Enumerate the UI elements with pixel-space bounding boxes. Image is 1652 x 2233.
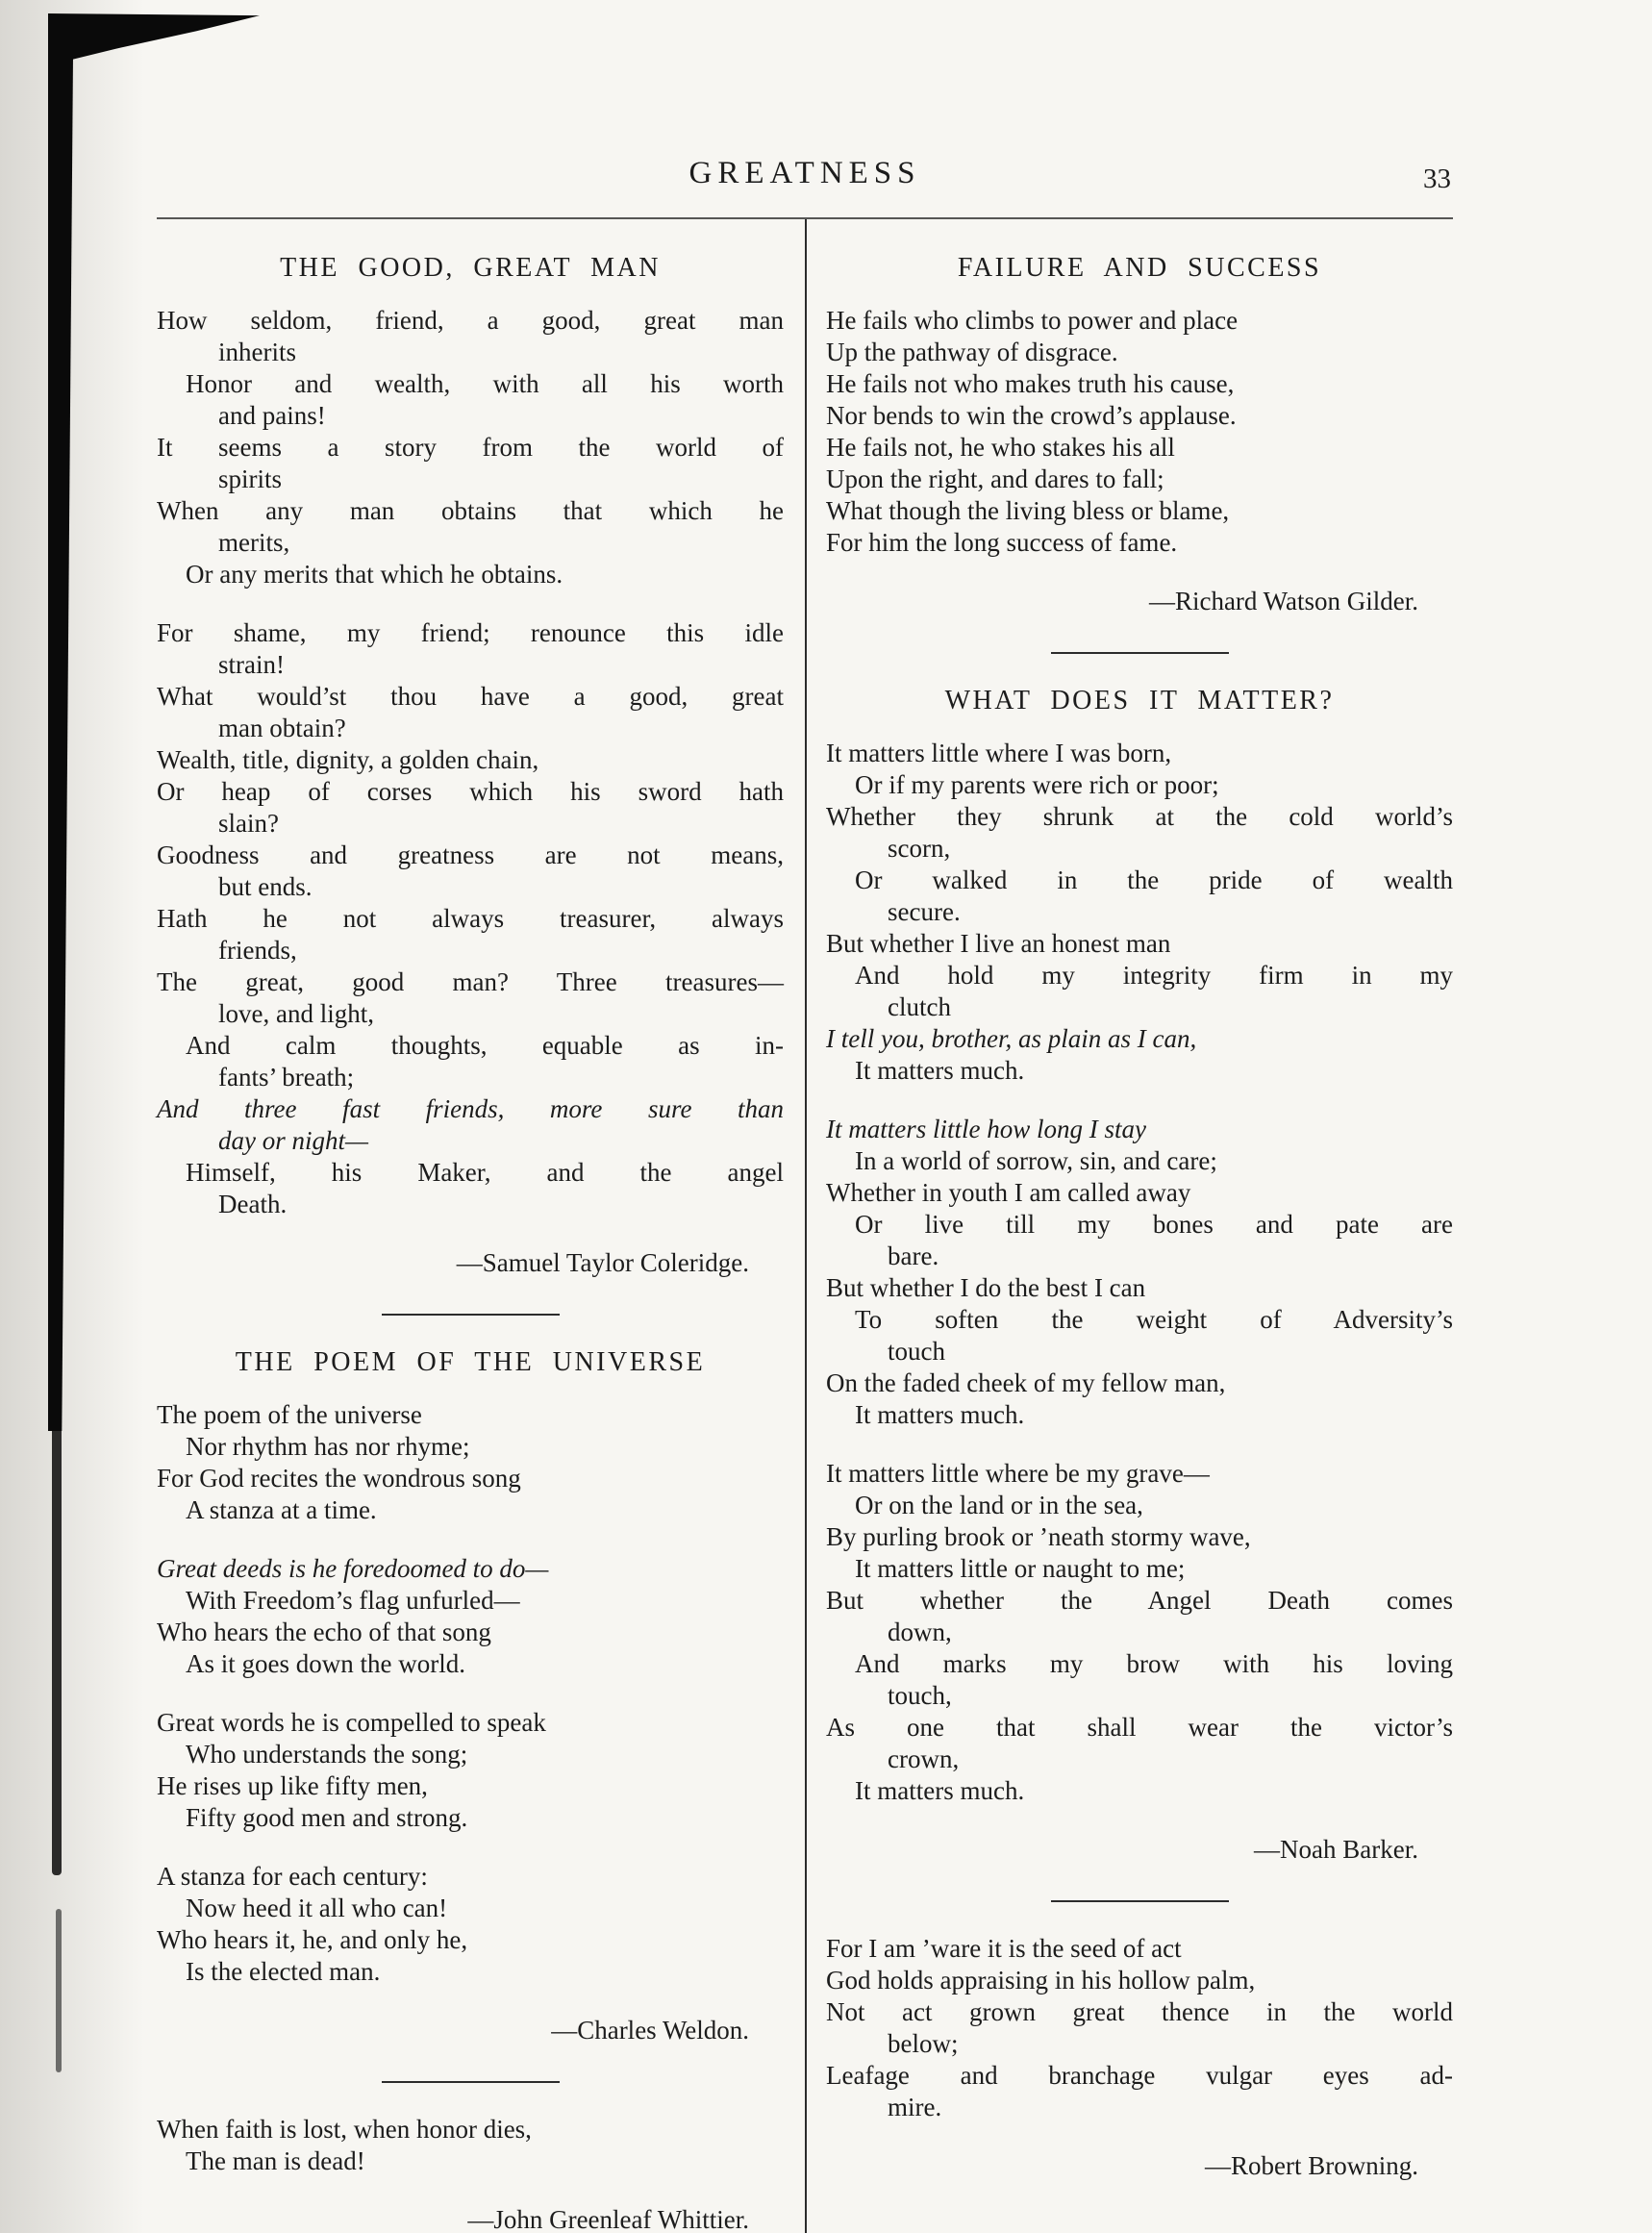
- stanza: [157, 1861, 784, 1988]
- poem-line: love, and light,: [218, 999, 374, 1028]
- poem-line: mire.: [888, 2093, 942, 2121]
- poem-line: It matters little how long I stay: [826, 1115, 1146, 1143]
- poem-line: Is the elected man.: [186, 1957, 381, 1986]
- poem-line: Now heed it all who can!: [186, 1894, 448, 1922]
- stanza: [157, 1399, 784, 1526]
- section-divider: [382, 2081, 560, 2083]
- right-column: [826, 219, 1453, 2233]
- poem-attribution: —Samuel Taylor Coleridge.: [456, 1248, 749, 1277]
- poem-line: To soften the weight of Adversity’s: [855, 1305, 1453, 1334]
- poem-line: The man is dead!: [186, 2146, 365, 2175]
- poem-attribution: —John Greenleaf Whittier.: [467, 2205, 749, 2233]
- poem-line: Who understands the song;: [186, 1740, 468, 1769]
- poem-line: Great deeds is he foredoomed to do—: [157, 1554, 549, 1583]
- poem-line: below;: [888, 2029, 959, 2058]
- binding-mark-artifact: [48, 13, 260, 65]
- poem-line: Honor and wealth, with all his worth: [186, 369, 784, 398]
- poem-line: secure.: [888, 897, 961, 926]
- poem-line: Whether in youth I am called away: [826, 1178, 1191, 1207]
- poem-line: Or if my parents were rich or poor;: [855, 770, 1219, 799]
- poem-line: merits,: [218, 528, 290, 557]
- poem-line: It seems a story from the world of: [157, 433, 784, 462]
- stanza: [826, 738, 1453, 1087]
- poem-title: THE POEM OF THE UNIVERSE: [235, 1347, 706, 1377]
- poem-line: He rises up like fifty men,: [157, 1771, 428, 1800]
- poem-line: and pains!: [218, 401, 326, 430]
- binding-shadow-artifact: [52, 1423, 62, 1875]
- poem-line: Goodness and greatness are not means,: [157, 841, 784, 869]
- poem-attribution: —Richard Watson Gilder.: [1148, 587, 1418, 615]
- poem-line: Whether they shrunk at the cold world’s: [826, 802, 1453, 831]
- poem-attribution: —Charles Weldon.: [551, 2016, 749, 2045]
- poem-line: bare.: [888, 1242, 939, 1270]
- poem-line: It matters much.: [855, 1776, 1025, 1805]
- poem-line: but ends.: [218, 872, 313, 901]
- poem-line: Nor bends to win the crowd’s applause.: [826, 401, 1237, 430]
- stanza: [157, 305, 784, 590]
- poem-line: Death.: [218, 1190, 288, 1218]
- poem-line: As one that shall wear the victor’s: [826, 1713, 1453, 1742]
- poem-line: He fails not who makes truth his cause,: [826, 369, 1235, 398]
- poem-line: He fails not, he who stakes his all: [826, 433, 1175, 462]
- poem-line: What though the living bless or blame,: [826, 496, 1230, 525]
- poem-line: Or live till my bones and pate are: [855, 1210, 1453, 1239]
- poem-line: And hold my integrity firm in my: [855, 961, 1453, 990]
- poem-line: Not act grown great thence in the world: [826, 1997, 1453, 2026]
- poem-line: Who hears it, he, and only he,: [157, 1925, 468, 1954]
- poem-line: Hath he not always treasurer, always: [157, 904, 784, 933]
- section-divider: [1051, 1900, 1229, 1902]
- poem-line: God holds appraising in his hollow palm,: [826, 1966, 1256, 1995]
- poem-line: Himself, his Maker, and the angel: [186, 1158, 784, 1187]
- binding-shadow-artifact: [48, 56, 73, 1431]
- poem-line: I tell you, brother, as plain as I can,: [826, 1024, 1197, 1053]
- poem-line: touch: [888, 1337, 945, 1366]
- columns: [157, 219, 1453, 2233]
- poem-line: Fifty good men and strong.: [186, 1803, 468, 1832]
- poem-line: What would’st thou have a good, great: [157, 682, 784, 711]
- stanza: [157, 1553, 784, 1680]
- poem-line: spirits: [218, 464, 283, 493]
- poem-line: And marks my brow with his loving: [855, 1649, 1453, 1678]
- poem-line: It matters little where be my grave—: [826, 1459, 1210, 1488]
- poem-line: For I am ’ware it is the seed of act: [826, 1934, 1182, 1963]
- poem-line: touch,: [888, 1681, 952, 1710]
- header-rule: [157, 217, 1453, 219]
- text-block: [157, 144, 1453, 2233]
- poem-line: Or any merits that which he obtains.: [186, 560, 563, 589]
- poem-line: day or night—: [218, 1126, 369, 1155]
- poem-line: It matters much.: [855, 1400, 1025, 1429]
- stanza: [157, 617, 784, 1220]
- poem-line: down,: [888, 1618, 952, 1646]
- section-divider: [382, 1314, 560, 1316]
- poem-title: FAILURE AND SUCCESS: [957, 253, 1322, 283]
- poem: [157, 2114, 784, 2233]
- poem-line: And three fast friends, more sure than: [157, 1094, 784, 1123]
- poem-line: A stanza at a time.: [186, 1495, 377, 1524]
- poem-line: For God recites the wondrous song: [157, 1464, 521, 1493]
- poem-line: crown,: [888, 1744, 960, 1773]
- poem-line: Leafage and branchage vulgar eyes ad-: [826, 2061, 1453, 2090]
- poem-line: Upon the right, and dares to fall;: [826, 464, 1164, 493]
- poem-line: How seldom, friend, a good, great man: [157, 306, 784, 335]
- poem-line: On the faded cheek of my fellow man,: [826, 1368, 1226, 1397]
- poem-line: And calm thoughts, equable as in-: [186, 1031, 784, 1060]
- stanza: [826, 305, 1453, 559]
- poem: [157, 1346, 784, 2046]
- poem-title: THE GOOD, GREAT MAN: [280, 253, 661, 283]
- page-header: [157, 144, 1453, 217]
- poem-title: WHAT DOES IT MATTER?: [944, 686, 1335, 715]
- poem-line: Or on the land or in the sea,: [855, 1491, 1143, 1519]
- poem-line: With Freedom’s flag unfurled—: [186, 1586, 520, 1615]
- poem-line: friends,: [218, 936, 297, 965]
- poem-line: Or walked in the pride of wealth: [855, 866, 1453, 894]
- poem-line: As it goes down the world.: [186, 1649, 465, 1678]
- poem-line: But whether I do the best I can: [826, 1273, 1146, 1302]
- poem-line: strain!: [218, 650, 285, 679]
- poem-line: The poem of the universe: [157, 1400, 422, 1429]
- poem-line: But whether the Angel Death comes: [826, 1586, 1453, 1615]
- poem-line: Or heap of corses which his sword hath: [157, 777, 784, 806]
- poem: [826, 685, 1453, 1866]
- poem-attribution: —Noah Barker.: [1254, 1835, 1418, 1864]
- page-number: 33: [1423, 163, 1451, 194]
- poem-line: When any man obtains that which he: [157, 496, 784, 525]
- poem-line: For shame, my friend; renounce this idle: [157, 618, 784, 647]
- stanza: [826, 1458, 1453, 1807]
- poem-line: In a world of sorrow, sin, and care;: [855, 1146, 1217, 1175]
- poem-line: For him the long success of fame.: [826, 528, 1178, 557]
- poem-line: But whether I live an honest man: [826, 929, 1171, 958]
- poem: [826, 1933, 1453, 2182]
- poem-line: clutch: [888, 992, 951, 1021]
- poem-line: It matters much.: [855, 1056, 1025, 1085]
- poem-line: Nor rhythm has nor rhyme;: [186, 1432, 470, 1461]
- poem-line: By purling brook or ’neath stormy wave,: [826, 1522, 1251, 1551]
- poem-line: A stanza for each century:: [157, 1862, 428, 1891]
- stanza: [826, 1933, 1453, 2123]
- stanza: [826, 1114, 1453, 1431]
- stanza: [157, 1707, 784, 1834]
- poem-line: inherits: [218, 338, 296, 366]
- stanza: [157, 2114, 784, 2177]
- column-divider: [805, 219, 807, 2233]
- section-divider: [1051, 652, 1229, 654]
- poem-line: man obtain?: [218, 714, 346, 742]
- poem-attribution: —Robert Browning.: [1205, 2151, 1418, 2180]
- poem-line: scorn,: [888, 834, 951, 863]
- poem-line: He fails who climbs to power and place: [826, 306, 1239, 335]
- poem-line: Who hears the echo of that song: [157, 1618, 491, 1646]
- binding-shadow-artifact: [56, 1909, 62, 2072]
- poem-line: It matters little where I was born,: [826, 739, 1172, 767]
- poem: [157, 252, 784, 1279]
- poem: [826, 252, 1453, 617]
- poem-line: Wealth, title, dignity, a golden chain,: [157, 745, 539, 774]
- poem-line: Up the pathway of disgrace.: [826, 338, 1118, 366]
- running-title: GREATNESS: [688, 156, 921, 190]
- poem-line: The great, good man? Three treasures—: [157, 967, 784, 996]
- poem-line: slain?: [218, 809, 279, 838]
- poem-line: Great words he is compelled to speak: [157, 1708, 546, 1737]
- poem-line: When faith is lost, when honor dies,: [157, 2115, 532, 2144]
- left-column: [157, 219, 784, 2233]
- poem-line: It matters little or naught to me;: [855, 1554, 1186, 1583]
- poem-line: fants’ breath;: [218, 1063, 355, 1091]
